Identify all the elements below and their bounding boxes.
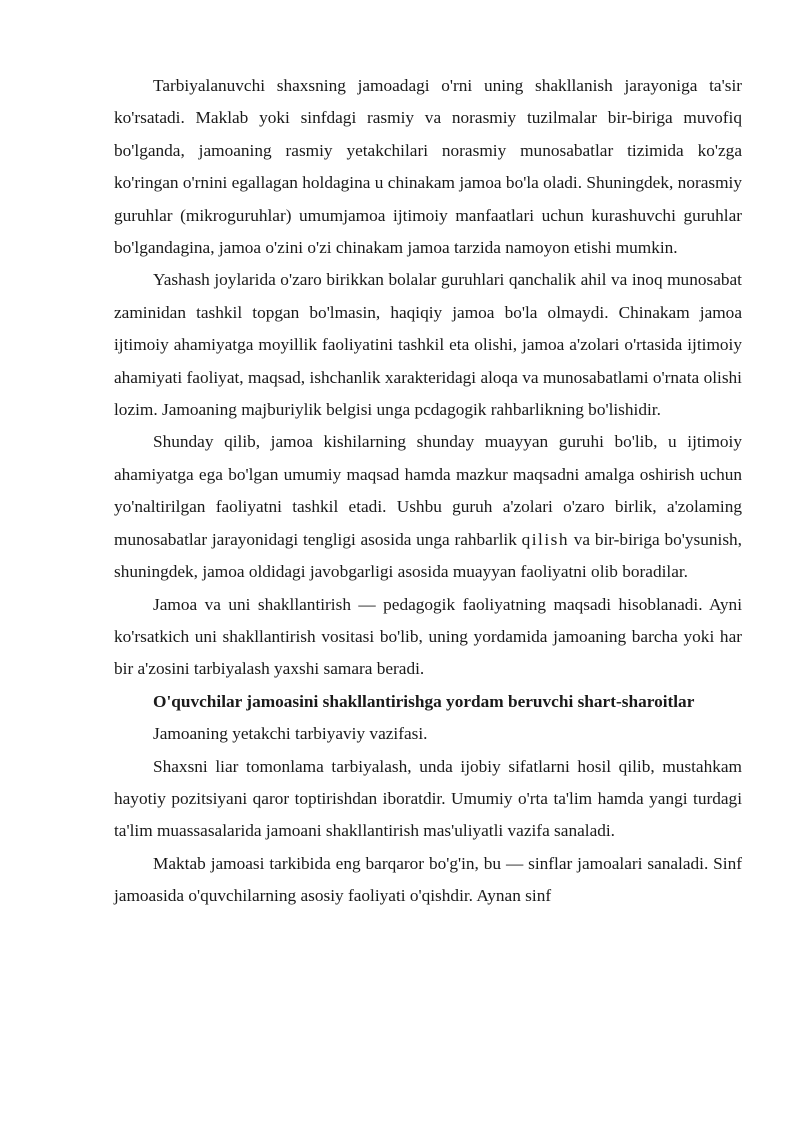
paragraph-3-spaced-word: qilish bbox=[521, 529, 570, 549]
paragraph-3-text-after: va bir-biriga bo'ysunish, shuningdek, jamoa oldidagi javobgarligi asosida muayyan faoliyatni olib boradilar. bbox=[114, 529, 743, 582]
paragraph-7: Maktab jamoasi tarkibida eng barqaror bo'g'in, bu — sinflar jamoalari sanaladi. Sinf jamoasida o'quvchilarning asosiy faoliyati o'qishdir. Aynan sinf bbox=[114, 853, 742, 906]
paragraph-3 bbox=[114, 426, 742, 588]
paragraph-4: Jamoa va uni shakllantirish — pedagogik faoliyatning maqsadi hisoblanadi. Ayni ko'rsatkich uni shakllantirish vositasi bo'lib, uning yordamida jamoaning barcha yoki har bir a'zosini tarbiyalash yaxshi samara beradi. bbox=[114, 594, 742, 679]
paragraph-3-text-before: Shunday qilib, jamoa kishilarning shunday muayyan guruhi bo'lib, u ijtimoiy ahamiyatga ega bo'lgan umumiy maqsad hamda mazkur maqsadni amalga oshirish uchun yo'naltirilgan faoliyatni tashkil etadi. Ushbu guruh a'zolari o'zaro birlik, a'zolaming munosabatlar jarayonidagi tengligi asosida unga rahbarlik bbox=[114, 432, 742, 549]
paragraph-5: Jamoaning yetakchi tarbiyaviy vazifasi. bbox=[153, 724, 428, 744]
document-page bbox=[114, 70, 742, 913]
paragraph-6: Shaxsni liar tomonlama tarbiyalash, unda ijobiy sifatlarni hosil qilib, mustahkam hayotiy pozitsiyani qaror toptirishdan iboratdir. Umumiy o'rta ta'lim hamda yangi turdagi ta'lim muassasalarida jamoani shakllantirish mas'uliyatli vazifa sanaladi. bbox=[114, 756, 742, 841]
paragraph-1: Tarbiyalanuvchi shaxsning jamoadagi o'rni uning shakllanish jarayoniga ta'sir ko'rsatadi. Maklab yoki sinfdagi rasmiy va norasmiy tuzilmalar bir-biriga muvofiq bo'lganda, jamoaning rasmiy yetakchilari norasmiy munosabatlar tizimida ko'zga ko'ringan o'rnini egallagan holdagina u chinakam jamoa bo'la oladi. Shuningdek, norasmiy guruhlar (mikroguruhlar) umumjamoa ijtimoiy manfaatlari uchun kurashuvchi guruhlar bo'lgandagina, jamoa o'zini o'zi chinakam jamoa tarzida namoyon etishi mumkin. bbox=[114, 76, 742, 258]
section-heading: O'quvchilar jamoasini shakllantirishga yordam beruvchi shart-sharoitlar bbox=[153, 691, 695, 711]
paragraph-2: Yashash joylarida o'zaro birikkan bolalar guruhlari qanchalik ahil va inoq munosabat zaminidan tashkil topgan bo'lmasin, haqiqiy jamoa bo'la olmaydi. Chinakam jamoa ijtimoiy ahamiyatga moyillik faoliyatini tashkil eta olishi, jamoa a'zolari o'rtasida ijtimoiy ahamiyati faoliyat, maqsad, ishchanlik xarakteridagi aloqa va munosabatlami o'rnata olishi lozim. Jamoaning majburiylik belgisi unga pcdagogik rahbarlikning bo'lishidir. bbox=[114, 270, 742, 420]
